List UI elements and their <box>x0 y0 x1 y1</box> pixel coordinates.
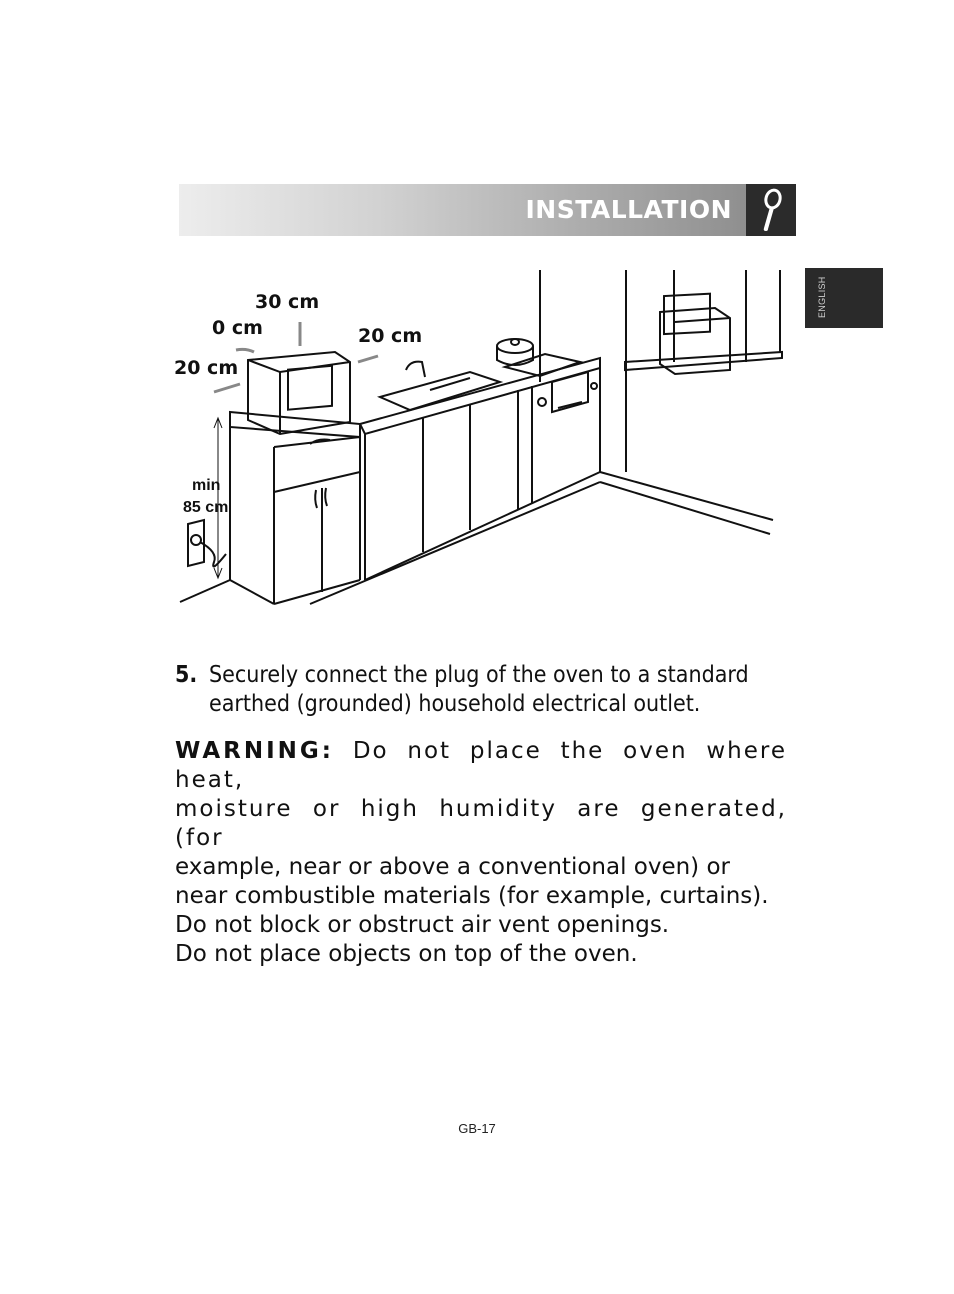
step-number: 5. <box>175 662 198 688</box>
section-header <box>179 184 746 236</box>
step-5 <box>175 661 795 719</box>
height-label: 85 cm <box>183 499 229 516</box>
warning-objects: Do not place objects on top of the oven. <box>175 941 638 967</box>
right-clearance-label: 20 cm <box>358 325 423 347</box>
section-title: INSTALLATION <box>525 195 732 224</box>
warning-vents: Do not block or obstruct air vent openings. <box>175 912 670 938</box>
warning-line-1 <box>175 737 787 795</box>
warning-text-1: Do not place the oven where heat, <box>175 738 788 793</box>
warning-block <box>175 737 787 969</box>
top-clearance-label: 30 cm <box>255 291 320 313</box>
min-label: min <box>192 477 221 494</box>
page-number: GB-17 <box>458 1121 496 1136</box>
warning-label: WARNING: <box>175 738 334 764</box>
wrench-icon <box>746 184 796 236</box>
step-text: Securely connect the plug of the oven to a standard earthed (grounded) household electrical outlet. <box>209 662 749 717</box>
back-clearance-label: 0 cm <box>212 317 263 339</box>
language-label: ENGLISH <box>817 276 827 318</box>
warning-text-rest: example, near or above a conventional oven) or near combustible materials (for example, curtains). <box>175 854 769 909</box>
warning-line-2: moisture or high humidity are generated, (for <box>175 796 787 851</box>
left-clearance-label: 20 cm <box>174 357 239 379</box>
kitchen-installation-illustration <box>170 262 790 612</box>
language-tab <box>805 268 883 328</box>
